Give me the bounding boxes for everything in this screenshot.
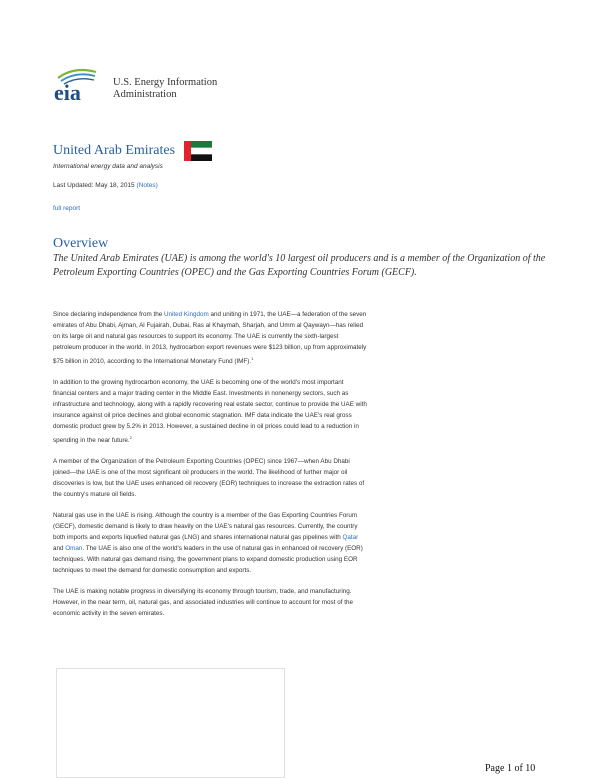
p4-text-b: . The UAE is also one of the world's leaders in the use of natural gas in enhanced oil recovery (EOR) techniques. With natural gas demand rising, the government plans to expand domestic production using EOR techniques to meet the demand for domestic consumption and exports. [53,545,363,575]
country-subtitle: International energy data and analysis [53,163,163,170]
p1-text-a: Since declaring independence from the [53,311,164,318]
qatar-link[interactable]: Qatar [342,534,359,542]
paragraph-3: A member of the Organization of the Petroleum Exporting Countries (OPEC) since 1967—when Abu Dhabi joined—the UAE is one of the most significant oil producers in the world. The likelihood of further major oil discoveries is low, but the UAE uses enhanced oil recovery (EOR) techniques to increase the extraction rates of the country's mature oil fields. [53,458,365,499]
notes-link[interactable]: (Notes) [136,182,158,189]
paragraph-5: The UAE is making notable progress in diversifying its economy through tourism, trade, and manufacturing. However, in the near term, oil, natural gas, and associated industries will continue to account for most of the economic activity in the seven emirates. [53,588,353,618]
oman-link[interactable]: Oman [65,545,83,553]
figure-placeholder [56,668,285,778]
organization-name [113,77,217,101]
footnote-2[interactable]: 2 [129,435,132,441]
org-line-1: U.S. Energy Information [113,77,218,88]
full-report-link[interactable]: full report [53,205,81,212]
org-line-2: Administration [113,89,177,100]
last-updated-text: Last Updated: May 18, 2015 [53,182,135,189]
last-updated [53,182,158,189]
country-title: United Arab Emirates [53,143,176,158]
paragraph-4 [53,510,368,576]
overview-body [53,309,368,629]
overview-heading: Overview [53,236,109,251]
logo-text: eia [54,80,81,104]
footnote-1[interactable]: 1 [251,356,254,361]
p2-text: In addition to the growing hydrocarbon economy, the UAE is becoming one of the world's most important financial centers and a major trading center in the Middle East. Investments in nonenergy sectors, such as infrastructure and technology, along with a rapidly recovering real estate sector, continue to provide the UAE with insurance against oil price declines and global economic stagnation. IMF data indicate the UAE's real gross domestic product grew by 5.2% in 2013. However, a sustained decline in oil prices could lead to a reduction in spending in the near future. [53,379,367,445]
p1-text-b: and uniting in 1971, the UAE—a federation of the seven emirates of Abu Dhabi, Ajman, Al Fujairah, Dubai, Ras al Khaymah, Sharjah, and Umm al Qaywayn—has relied on its large oil and natural gas resources to support its economy. The UAE is currently the sixth-largest petroleum producer in the world. In 2013, hydrocarbon export revenues were $123 billion, up from approximately $75 billion in 2010, according to the International Monetary Fund (IMF). [53,311,367,366]
united-kingdom-link[interactable]: United Kingdom [163,311,209,318]
overview-lead: The United Arab Emirates (UAE) is among the world's 10 largest oil producers and is a member of the Organization of the Petroleum Exporting Countries (OPEC) and the Gas Exporting Countries Forum (GECF). [53,253,546,278]
page-number: Page 1 of 10 [485,763,536,774]
p4-and: and [53,545,66,553]
paragraph-2 [53,377,368,446]
eia-logo-icon [52,64,102,104]
uae-flag-icon [184,141,212,161]
p4-text-a: Natural gas use in the UAE is rising. Although the country is a member of the Gas Exporting Countries Forum (GECF), domestic demand is likely to draw heavily on the UAE's natural gas resources. Currently, the country both imports and exports liquefied natural gas (LNG) and shares international natural gas pipelines with [53,512,358,542]
paragraph-1 [53,309,368,367]
